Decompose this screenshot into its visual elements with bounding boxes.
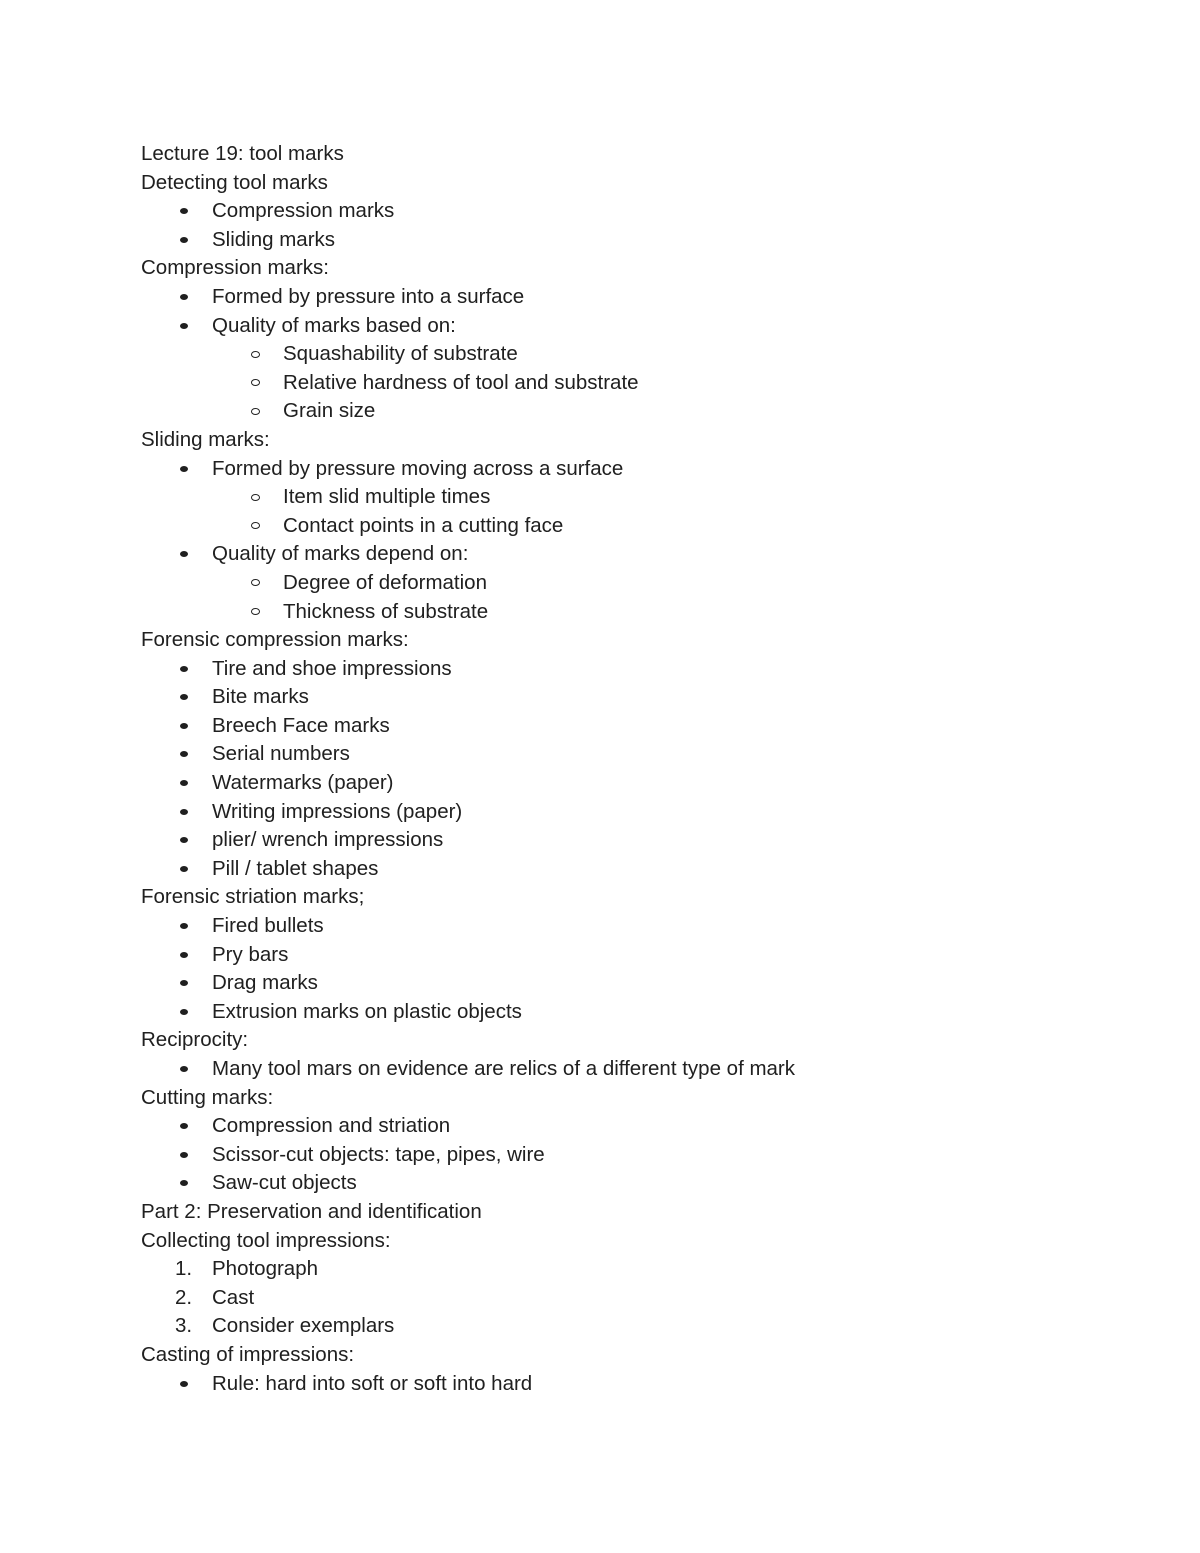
bullet-disc-icon: [175, 1169, 205, 1198]
bullet-circle-icon: [246, 369, 276, 398]
bullet-list-item: [141, 969, 1141, 998]
bullet-list-item: [141, 941, 1141, 970]
line-text: Many tool mars on evidence are relics of a different type of mark: [212, 1057, 796, 1080]
list-number: 1.: [175, 1257, 193, 1281]
bullet-list-item: [141, 740, 1141, 769]
sub-bullet-list-item: [141, 569, 1141, 598]
sub-bullet-list-item: [141, 340, 1141, 369]
bullet-list-item: [141, 912, 1141, 941]
bullet-list-item: [141, 769, 1141, 798]
line-text: Item slid multiple times: [283, 485, 491, 509]
line-text: Part 2: Preservation and identification: [141, 1199, 482, 1223]
line-text: Pill / tablet shapes: [212, 856, 379, 880]
line-text: Saw-cut objects: [212, 1171, 357, 1195]
section-heading: [141, 254, 1141, 283]
sub-bullet-list-item: [141, 369, 1141, 398]
bullet-list-item: [141, 283, 1141, 312]
line-text: Extrusion marks on plastic objects: [212, 999, 522, 1023]
bullet-circle-icon: [246, 397, 276, 426]
bullet-circle-icon: [246, 569, 276, 598]
line-text: plier/ wrench impressions: [212, 828, 444, 852]
bullet-disc-icon: [175, 712, 205, 741]
line-text: Grain size: [283, 399, 376, 423]
line-text: Scissor-cut objects: tape, pipes, wire: [212, 1142, 545, 1166]
bullet-list-item: [141, 1055, 1141, 1084]
line-text: Detecting tool marks: [141, 170, 328, 194]
section-heading: [141, 426, 1141, 455]
numbered-list-item: [141, 1312, 1141, 1341]
bullet-disc-icon: [175, 769, 205, 798]
line-text: Bite marks: [212, 685, 309, 709]
line-text: Consider exemplars: [212, 1314, 395, 1338]
bullet-disc-icon: [175, 655, 205, 684]
line-text: Quality of marks based on:: [212, 313, 456, 337]
line-text: Quality of marks depend on:: [212, 542, 469, 566]
line-text: Writing impressions (paper): [212, 799, 463, 823]
sub-bullet-list-item: [141, 397, 1141, 426]
line-text: Forensic compression marks:: [141, 628, 409, 652]
bullet-list-item: [141, 683, 1141, 712]
line-text: Degree of deformation: [283, 570, 487, 594]
line-text: Formed by pressure moving across a surface: [212, 456, 624, 480]
bullet-list-item: [141, 1370, 1141, 1399]
bullet-list-item: [141, 655, 1141, 684]
bullet-list-item: [141, 540, 1141, 569]
line-text: Compression marks: [212, 199, 395, 223]
line-text: Rule: hard into soft or soft into hard: [212, 1371, 533, 1395]
bullet-disc-icon: [175, 226, 205, 255]
bullet-list-item: [141, 998, 1141, 1027]
section-heading: [141, 626, 1141, 655]
bullet-disc-icon: [175, 455, 205, 484]
list-number: 3.: [175, 1314, 193, 1338]
line-text: Pry bars: [212, 942, 289, 966]
bullet-disc-icon: [175, 540, 205, 569]
line-text: Tire and shoe impressions: [212, 656, 452, 680]
section-heading: [141, 140, 1141, 169]
section-heading: [141, 883, 1141, 912]
bullet-disc-icon: [175, 197, 205, 226]
bullet-disc-icon: [175, 740, 205, 769]
line-text: Breech Face marks: [212, 713, 390, 737]
line-text: Thickness of substrate: [283, 599, 489, 623]
bullet-circle-icon: [246, 483, 276, 512]
bullet-list-item: [141, 712, 1141, 741]
sub-bullet-list-item: [141, 598, 1141, 627]
bullet-list-item: [141, 455, 1141, 484]
bullet-circle-icon: [246, 340, 276, 369]
section-heading: [141, 1084, 1141, 1113]
line-text: Compression marks:: [141, 256, 329, 280]
line-text: Cutting marks:: [141, 1085, 274, 1109]
section-heading: [141, 1198, 1141, 1227]
sub-bullet-list-item: [141, 483, 1141, 512]
line-text: Reciprocity:: [141, 1028, 249, 1052]
bullet-list-item: [141, 798, 1141, 827]
section-heading: [141, 1341, 1141, 1370]
line-text: Contact points in a cutting face: [283, 513, 564, 537]
bullet-disc-icon: [175, 1112, 205, 1141]
bullet-disc-icon: [175, 855, 205, 884]
bullet-disc-icon: [175, 912, 205, 941]
bullet-list-item: [141, 312, 1141, 341]
bullet-disc-icon: [175, 1141, 205, 1170]
line-text: Forensic striation marks;: [141, 885, 365, 909]
section-heading: [141, 169, 1141, 198]
bullet-list-item: [141, 826, 1141, 855]
bullet-list-item: [141, 1141, 1141, 1170]
line-text: Cast: [212, 1285, 255, 1309]
section-heading: [141, 1026, 1141, 1055]
line-text: Squashability of substrate: [283, 342, 518, 366]
list-number: 2.: [175, 1285, 193, 1309]
bullet-disc-icon: [175, 683, 205, 712]
numbered-list-item: [141, 1255, 1141, 1284]
line-text: Relative hardness of tool and substrate: [283, 370, 639, 394]
bullet-disc-icon: [175, 826, 205, 855]
bullet-disc-icon: [175, 798, 205, 827]
document-page: [141, 140, 1141, 1398]
line-text: Formed by pressure into a surface: [212, 284, 525, 308]
bullet-disc-icon: [175, 1370, 205, 1399]
line-text: Casting of impressions:: [141, 1342, 355, 1366]
numbered-list-item: [141, 1284, 1141, 1313]
line-text: Photograph: [212, 1257, 319, 1281]
bullet-disc-icon: [175, 969, 205, 998]
line-text: Collecting tool impressions:: [141, 1228, 391, 1252]
section-heading: [141, 1227, 1141, 1256]
line-text: Lecture 19: tool marks: [141, 142, 344, 165]
sub-bullet-list-item: [141, 512, 1141, 541]
bullet-list-item: [141, 855, 1141, 884]
line-text: Sliding marks: [212, 227, 336, 251]
bullet-disc-icon: [175, 941, 205, 970]
line-text: Drag marks: [212, 971, 318, 995]
line-text: Fired bullets: [212, 914, 324, 938]
bullet-circle-icon: [246, 512, 276, 541]
bullet-list-item: [141, 197, 1141, 226]
bullet-disc-icon: [175, 283, 205, 312]
bullet-disc-icon: [175, 312, 205, 341]
bullet-list-item: [141, 1112, 1141, 1141]
bullet-disc-icon: [175, 998, 205, 1027]
bullet-list-item: [141, 226, 1141, 255]
bullet-list-item: [141, 1169, 1141, 1198]
line-text: Sliding marks:: [141, 427, 270, 451]
line-text: Watermarks (paper): [212, 771, 394, 795]
line-text: Compression and striation: [212, 1114, 451, 1138]
line-text: Serial numbers: [212, 742, 350, 766]
bullet-circle-icon: [246, 598, 276, 627]
bullet-disc-icon: [175, 1055, 205, 1084]
